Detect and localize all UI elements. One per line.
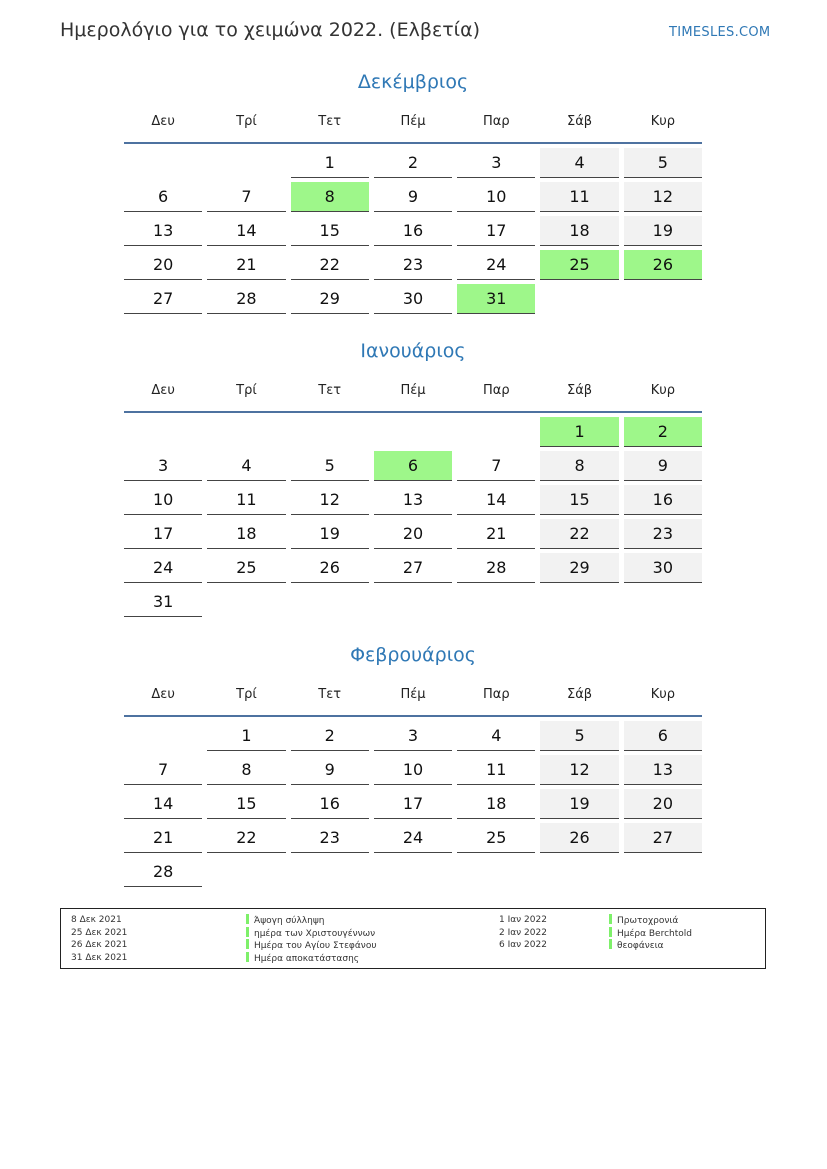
day-cell[interactable]: 4 bbox=[207, 451, 285, 481]
day-cell[interactable]: 23 bbox=[624, 519, 702, 549]
day-cell[interactable]: 13 bbox=[624, 755, 702, 785]
day-cell[interactable]: 15 bbox=[291, 216, 369, 246]
day-cell[interactable]: 14 bbox=[457, 485, 535, 515]
holiday-marker bbox=[246, 939, 249, 949]
holiday-legend bbox=[60, 908, 766, 969]
day-cell[interactable]: 13 bbox=[374, 485, 452, 515]
day-cell[interactable]: 15 bbox=[540, 485, 618, 515]
legend-name: Ημέρα αποκατάστασης bbox=[254, 954, 360, 965]
day-cell[interactable]: 10 bbox=[374, 755, 452, 785]
legend-name: θεοφάνεια bbox=[617, 941, 664, 952]
day-cell[interactable]: 18 bbox=[457, 789, 535, 819]
weekday-label: Τετ bbox=[318, 687, 342, 702]
holiday-day-cell[interactable]: 25 bbox=[540, 250, 618, 280]
holiday-day-cell[interactable]: 8 bbox=[291, 182, 369, 212]
weekday-label: Κυρ bbox=[650, 687, 675, 702]
weekday-label: Παρ bbox=[482, 687, 510, 702]
header-rule bbox=[124, 411, 702, 413]
month-february bbox=[124, 641, 702, 887]
month-title: Δεκέμβριος bbox=[357, 71, 469, 93]
day-grid bbox=[124, 417, 702, 617]
day-cell[interactable]: 1 bbox=[207, 721, 285, 751]
legend-right-names bbox=[609, 914, 692, 952]
weekday-label: Δευ bbox=[151, 383, 175, 398]
day-cell[interactable]: 25 bbox=[207, 553, 285, 583]
day-cell[interactable]: 2 bbox=[374, 148, 452, 178]
day-cell[interactable]: 17 bbox=[457, 216, 535, 246]
weekday-label: Τρί bbox=[236, 383, 257, 398]
legend-name: Ημέρα του Αγίου Στεφάνου bbox=[254, 941, 377, 952]
day-cell[interactable]: 19 bbox=[624, 216, 702, 246]
month-january bbox=[124, 337, 702, 617]
header-rule bbox=[124, 142, 702, 144]
day-cell[interactable]: 30 bbox=[374, 284, 452, 314]
day-cell[interactable]: 26 bbox=[540, 823, 618, 853]
day-cell[interactable]: 23 bbox=[374, 250, 452, 280]
empty-cell bbox=[374, 417, 452, 447]
day-cell[interactable]: 21 bbox=[207, 250, 285, 280]
day-cell[interactable]: 29 bbox=[540, 553, 618, 583]
day-cell[interactable]: 12 bbox=[540, 755, 618, 785]
weekday-label: Σάβ bbox=[567, 687, 593, 702]
holiday-day-cell[interactable]: 6 bbox=[374, 451, 452, 481]
weekday-header bbox=[124, 677, 702, 713]
holiday-marker bbox=[246, 914, 249, 924]
weekday-header bbox=[124, 104, 702, 140]
day-cell[interactable]: 16 bbox=[624, 485, 702, 515]
weekday-label: Πέμ bbox=[400, 114, 426, 129]
weekday-label: Τετ bbox=[318, 114, 342, 129]
empty-cell bbox=[207, 148, 285, 178]
day-cell[interactable]: 9 bbox=[291, 755, 369, 785]
empty-cell bbox=[124, 148, 202, 178]
holiday-marker bbox=[609, 914, 612, 924]
weekday-label: Σάβ bbox=[567, 383, 593, 398]
day-cell[interactable]: 24 bbox=[457, 250, 535, 280]
day-cell[interactable]: 7 bbox=[207, 182, 285, 212]
day-cell[interactable]: 19 bbox=[540, 789, 618, 819]
holiday-marker bbox=[246, 952, 249, 962]
day-cell[interactable]: 17 bbox=[124, 519, 202, 549]
legend-date: 2 Ιαν 2022 bbox=[499, 927, 547, 938]
day-cell[interactable]: 14 bbox=[207, 216, 285, 246]
day-cell[interactable]: 3 bbox=[374, 721, 452, 751]
legend-left-dates bbox=[71, 914, 127, 965]
legend-name: Άψογη σύλληψη bbox=[254, 916, 325, 926]
month-december bbox=[124, 68, 702, 314]
site-link[interactable]: TIMESLES.COM bbox=[669, 25, 771, 40]
weekday-label: Τετ bbox=[318, 383, 342, 398]
day-cell[interactable]: 16 bbox=[374, 216, 452, 246]
day-cell[interactable]: 3 bbox=[457, 148, 535, 178]
legend-date: 25 Δεκ 2021 bbox=[71, 927, 128, 938]
day-cell[interactable]: 25 bbox=[457, 823, 535, 853]
day-cell[interactable]: 11 bbox=[457, 755, 535, 785]
day-cell[interactable]: 7 bbox=[457, 451, 535, 481]
day-cell[interactable]: 20 bbox=[374, 519, 452, 549]
day-cell[interactable]: 15 bbox=[207, 789, 285, 819]
day-cell[interactable]: 3 bbox=[124, 451, 202, 481]
empty-cell bbox=[291, 417, 369, 447]
day-cell[interactable]: 11 bbox=[540, 182, 618, 212]
day-cell[interactable]: 5 bbox=[291, 451, 369, 481]
day-cell[interactable]: 28 bbox=[207, 284, 285, 314]
page-title: Ημερολόγιο για το χειμώνα 2022. (Ελβετία) bbox=[60, 19, 481, 41]
day-cell[interactable]: 2 bbox=[291, 721, 369, 751]
day-cell[interactable]: 18 bbox=[207, 519, 285, 549]
day-cell[interactable]: 1 bbox=[291, 148, 369, 178]
day-cell[interactable]: 10 bbox=[457, 182, 535, 212]
day-cell[interactable]: 28 bbox=[457, 553, 535, 583]
empty-cell bbox=[207, 417, 285, 447]
empty-cell bbox=[457, 417, 535, 447]
legend-right-dates bbox=[499, 914, 547, 952]
day-cell[interactable]: 12 bbox=[291, 485, 369, 515]
day-cell[interactable]: 9 bbox=[374, 182, 452, 212]
legend-name: Πρωτοχρονιά bbox=[617, 916, 679, 926]
day-cell[interactable]: 11 bbox=[207, 485, 285, 515]
day-cell[interactable]: 5 bbox=[540, 721, 618, 751]
day-grid bbox=[124, 148, 702, 314]
day-grid bbox=[124, 721, 702, 887]
day-cell[interactable]: 6 bbox=[624, 721, 702, 751]
legend-date: 8 Δεκ 2021 bbox=[71, 915, 122, 925]
day-cell[interactable]: 21 bbox=[124, 823, 202, 853]
empty-cell bbox=[124, 721, 202, 751]
header-rule bbox=[124, 715, 702, 717]
day-cell[interactable]: 27 bbox=[124, 284, 202, 314]
weekday-header bbox=[124, 373, 702, 409]
day-cell[interactable]: 21 bbox=[457, 519, 535, 549]
day-cell[interactable]: 30 bbox=[624, 553, 702, 583]
day-cell[interactable]: 5 bbox=[624, 148, 702, 178]
weekday-label: Δευ bbox=[151, 687, 175, 702]
weekday-label: Τρί bbox=[236, 687, 257, 702]
day-cell[interactable]: 8 bbox=[207, 755, 285, 785]
day-cell[interactable]: 4 bbox=[540, 148, 618, 178]
day-cell[interactable]: 24 bbox=[124, 553, 202, 583]
day-cell[interactable]: 19 bbox=[291, 519, 369, 549]
holiday-day-cell[interactable]: 2 bbox=[624, 417, 702, 447]
day-cell[interactable]: 24 bbox=[374, 823, 452, 853]
weekday-label: Κυρ bbox=[650, 114, 675, 129]
holiday-marker bbox=[609, 939, 612, 949]
day-cell[interactable]: 12 bbox=[624, 182, 702, 212]
day-cell[interactable]: 7 bbox=[124, 755, 202, 785]
day-cell[interactable]: 10 bbox=[124, 485, 202, 515]
empty-cell bbox=[124, 417, 202, 447]
day-cell[interactable]: 27 bbox=[374, 553, 452, 583]
day-cell[interactable]: 22 bbox=[540, 519, 618, 549]
day-cell[interactable]: 27 bbox=[624, 823, 702, 853]
legend-left-names bbox=[246, 914, 377, 965]
month-title: Φεβρουάριος bbox=[350, 644, 476, 666]
day-cell[interactable]: 20 bbox=[124, 250, 202, 280]
weekday-label: Πέμ bbox=[400, 383, 426, 398]
legend-name: Ημέρα Berchtold bbox=[617, 928, 692, 939]
holiday-day-cell[interactable]: 31 bbox=[457, 284, 535, 314]
day-cell[interactable]: 9 bbox=[624, 451, 702, 481]
weekday-label: Δευ bbox=[151, 114, 175, 129]
day-cell[interactable]: 20 bbox=[624, 789, 702, 819]
weekday-label: Τρί bbox=[236, 114, 257, 129]
day-cell[interactable]: 8 bbox=[540, 451, 618, 481]
month-title: Ιανουάριος bbox=[360, 340, 466, 362]
day-cell[interactable]: 4 bbox=[457, 721, 535, 751]
day-cell[interactable]: 22 bbox=[207, 823, 285, 853]
holiday-day-cell[interactable]: 26 bbox=[624, 250, 702, 280]
day-cell[interactable]: 29 bbox=[291, 284, 369, 314]
weekday-label: Παρ bbox=[482, 383, 510, 398]
legend-date: 31 Δεκ 2021 bbox=[71, 953, 128, 964]
weekday-label: Κυρ bbox=[650, 383, 675, 398]
legend-name: ημέρα των Χριστουγέννων bbox=[254, 928, 376, 939]
day-cell[interactable]: 28 bbox=[124, 857, 202, 887]
weekday-label: Παρ bbox=[482, 114, 510, 129]
day-cell[interactable]: 26 bbox=[291, 553, 369, 583]
holiday-day-cell[interactable]: 1 bbox=[540, 417, 618, 447]
weekday-label: Πέμ bbox=[400, 687, 426, 702]
day-cell[interactable]: 31 bbox=[124, 587, 202, 617]
day-cell[interactable]: 6 bbox=[124, 182, 202, 212]
day-cell[interactable]: 23 bbox=[291, 823, 369, 853]
day-cell[interactable]: 16 bbox=[291, 789, 369, 819]
legend-date: 6 Ιαν 2022 bbox=[499, 940, 547, 951]
day-cell[interactable]: 13 bbox=[124, 216, 202, 246]
holiday-marker bbox=[246, 927, 249, 937]
holiday-marker bbox=[609, 927, 612, 937]
day-cell[interactable]: 18 bbox=[540, 216, 618, 246]
day-cell[interactable]: 22 bbox=[291, 250, 369, 280]
day-cell[interactable]: 14 bbox=[124, 789, 202, 819]
day-cell[interactable]: 17 bbox=[374, 789, 452, 819]
legend-date: 26 Δεκ 2021 bbox=[71, 940, 128, 951]
weekday-label: Σάβ bbox=[567, 114, 593, 129]
legend-date: 1 Ιαν 2022 bbox=[499, 915, 547, 925]
